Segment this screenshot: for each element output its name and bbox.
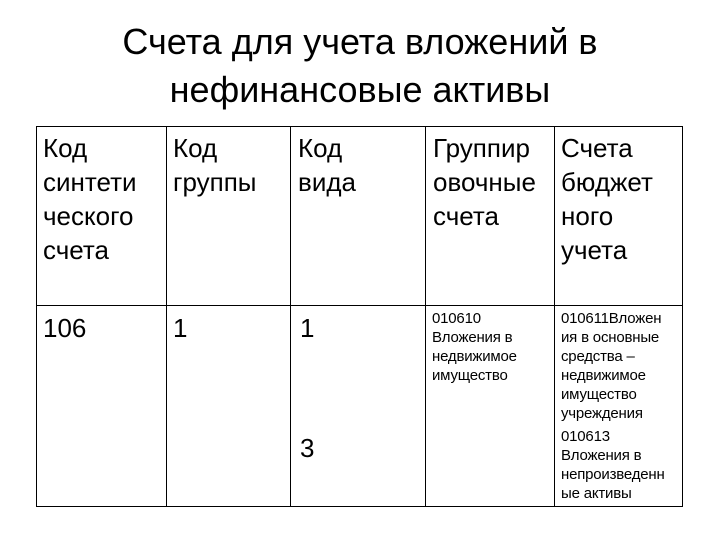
header-group-accounts: Группир овочные счета (433, 133, 536, 231)
row-divider (37, 305, 682, 306)
title-line-1: Счета для учета вложений в (122, 21, 598, 62)
header-synthetic-code: Код синтети ческого счета (43, 133, 137, 265)
cell-synthetic-code: 106 (43, 313, 87, 343)
cell-type-code-2: 3 (300, 433, 315, 463)
header-budget-accounts: Счета бюджет ного учета (561, 133, 653, 265)
cell-type-code-1: 1 (300, 313, 315, 343)
header-group-code: Код группы (173, 133, 257, 197)
cell-group-account: 010610 Вложения в недвижимое имущество (432, 310, 517, 384)
column-divider (290, 127, 291, 506)
slide-title (0, 18, 720, 114)
column-divider (425, 127, 426, 506)
cell-group-code: 1 (173, 313, 188, 343)
column-divider (166, 127, 167, 506)
column-divider (554, 127, 555, 506)
cell-budget-account-2: 010613 Вложения в непроизведенн ые активы (561, 428, 665, 502)
title-line-2: нефинансовые активы (169, 69, 551, 110)
cell-budget-account-1: 010611Вложен ия в основные средства – недвижимое имущество учреждения (561, 310, 662, 422)
accounts-table (36, 126, 683, 507)
header-type-code: Код вида (298, 133, 356, 197)
